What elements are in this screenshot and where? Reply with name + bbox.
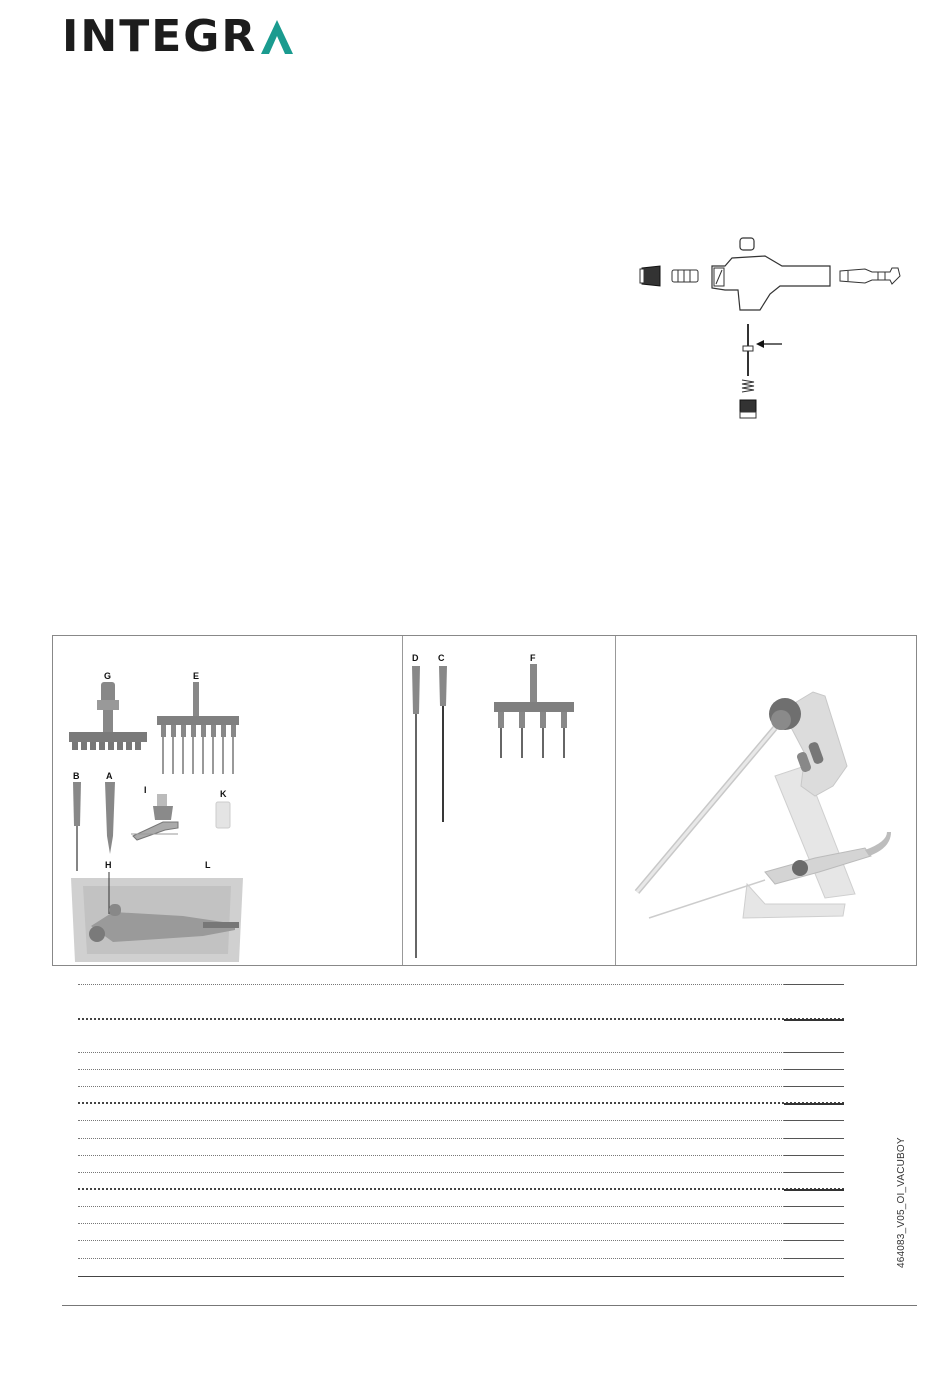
adapter-b-single xyxy=(73,782,81,871)
figure-panel-adapters xyxy=(53,636,403,965)
needle-c-medium xyxy=(439,666,447,822)
leader-line xyxy=(78,1138,844,1139)
leader-line xyxy=(78,1240,844,1241)
adapter-g-8-channel xyxy=(69,682,147,750)
leader-line xyxy=(78,1188,844,1190)
leader-line xyxy=(78,1223,844,1224)
figure-panel-needles xyxy=(402,636,616,965)
label-i: I xyxy=(144,785,147,795)
spring-part xyxy=(742,380,754,392)
pipet-controller-on-stand-illustration xyxy=(615,636,918,967)
label-f: F xyxy=(530,653,536,663)
accessories-figure xyxy=(52,635,917,966)
leader-line xyxy=(78,1258,844,1259)
label-k: K xyxy=(220,789,227,799)
adapters-illustration xyxy=(53,636,402,967)
leader-line xyxy=(78,1102,844,1104)
stand-base xyxy=(743,766,855,918)
filter-part xyxy=(672,270,698,282)
handle-body-part xyxy=(712,256,830,310)
label-c: C xyxy=(438,653,445,663)
adapter-i-clip xyxy=(131,794,178,840)
leader-line xyxy=(78,1069,844,1070)
nose-cone-part xyxy=(642,266,660,286)
adapter-f-4-channel xyxy=(494,664,574,758)
leader-line xyxy=(78,1206,844,1207)
leader-line xyxy=(78,1172,844,1173)
leader-line xyxy=(78,1120,844,1121)
logo-wordmark: INTEGR xyxy=(62,11,258,62)
leader-line xyxy=(78,1018,844,1020)
adapter-e-8-channel-needles xyxy=(157,682,239,774)
document-code: 464083_V05_OI_VACUBOY xyxy=(896,1137,907,1268)
label-g: G xyxy=(104,671,112,681)
footer-rule xyxy=(62,1305,917,1306)
leader-line xyxy=(78,1086,844,1087)
label-l: L xyxy=(205,860,211,870)
label-b: B xyxy=(73,771,80,781)
adapter-a-cone xyxy=(105,782,115,854)
exploded-parts-diagram xyxy=(630,228,920,428)
leader-line xyxy=(78,1052,844,1053)
label-e: E xyxy=(193,671,200,681)
label-d: D xyxy=(412,653,419,663)
logo-chevron-icon xyxy=(259,18,295,56)
leader-line xyxy=(78,1276,844,1277)
filter-k xyxy=(216,802,230,828)
arrow-icon xyxy=(756,340,782,348)
label-h: H xyxy=(105,860,112,870)
tube-connector-part xyxy=(840,268,900,284)
label-a: A xyxy=(106,771,113,781)
leader-line xyxy=(78,1155,844,1156)
needles-illustration xyxy=(402,636,615,967)
figure-panel-in-use xyxy=(615,636,918,965)
integra-logo xyxy=(62,11,295,62)
valve-cap-part xyxy=(740,238,754,250)
needle-d-long xyxy=(412,666,420,958)
leader-line xyxy=(78,984,844,985)
